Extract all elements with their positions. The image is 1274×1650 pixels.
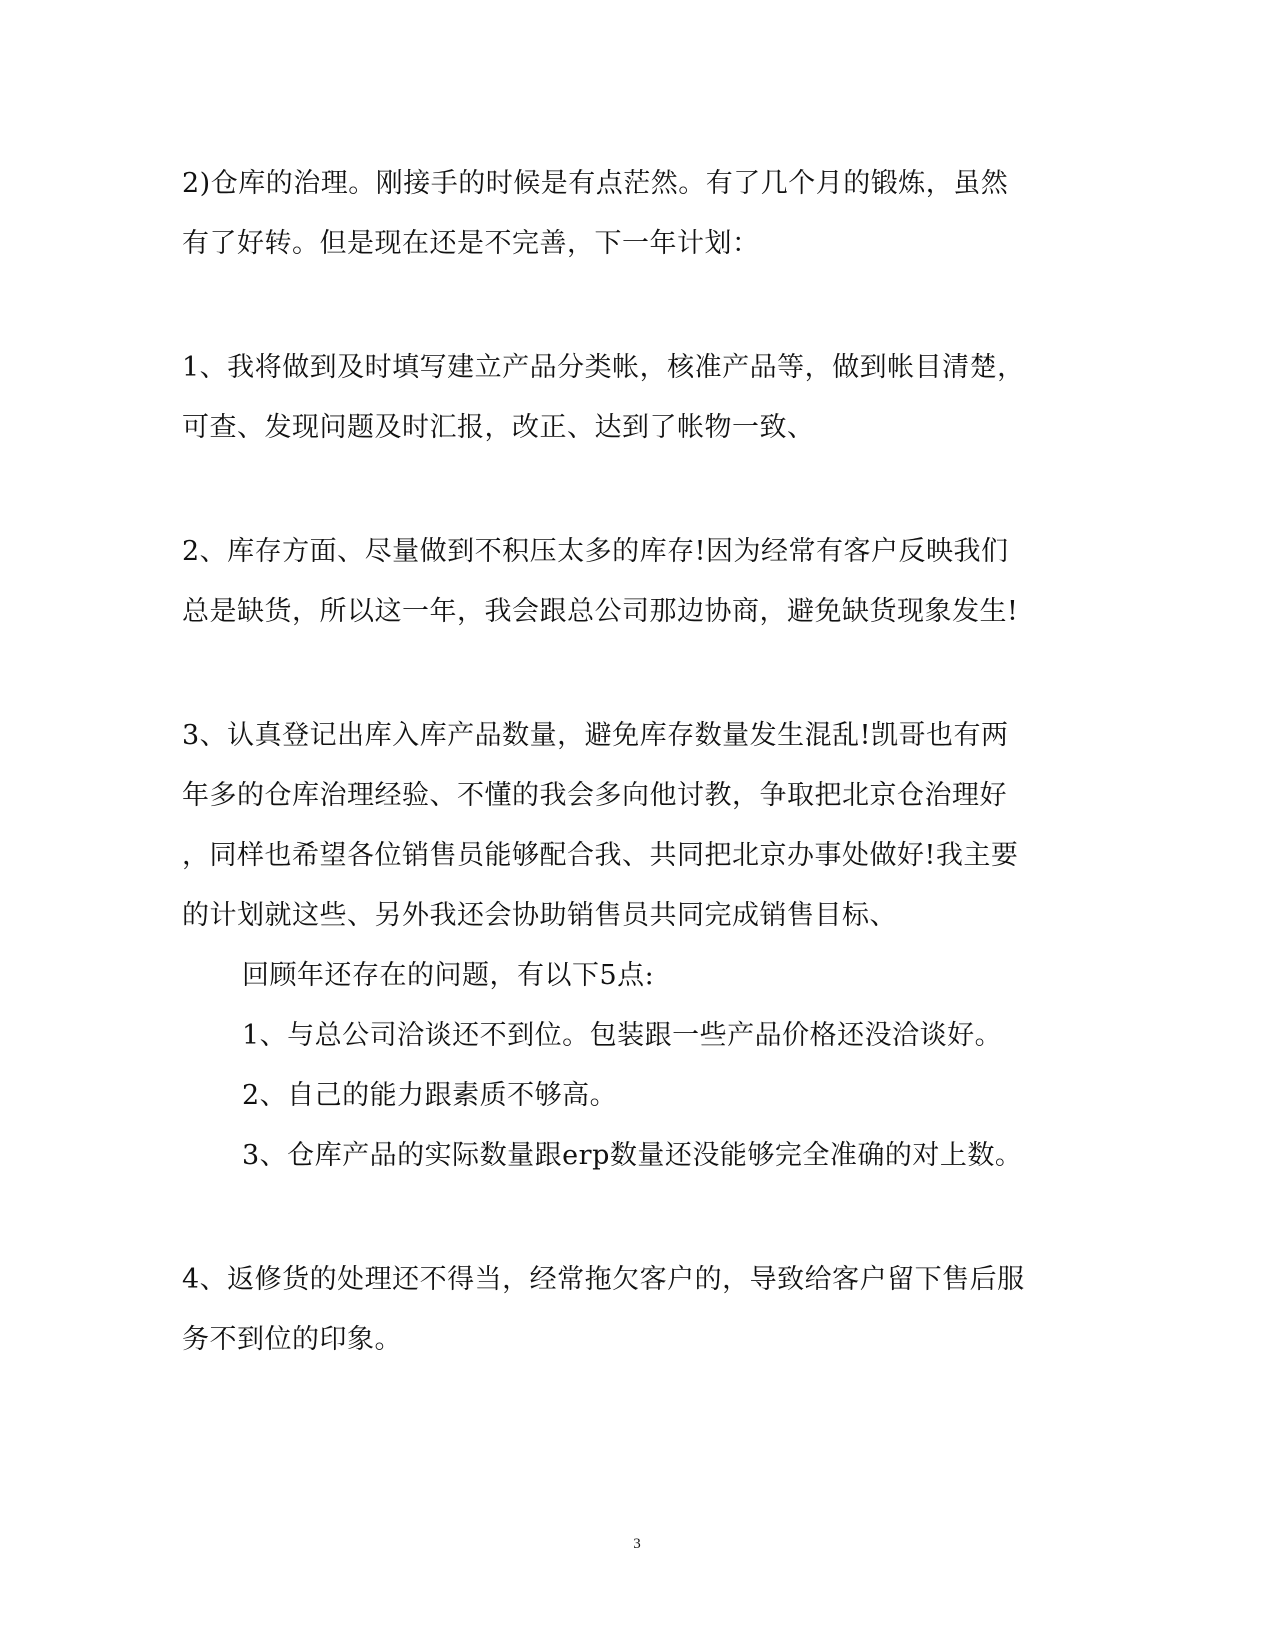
paragraph-4-line-4: 的计划就这些、另外我还会协助销售员共同完成销售目标、 (182, 900, 897, 931)
paragraph-3-line-2: 总是缺货，所以这一年，我会跟总公司那边协商，避免缺货现象发生! (182, 596, 1019, 627)
issue-item-1: 1、与总公司洽谈还不到位。包装跟一些产品价格还没洽谈好。 (242, 1020, 1003, 1051)
paragraph-4-line-1: 3、认真登记出库入库产品数量，避免库存数量发生混乱!凯哥也有两 (182, 720, 1009, 751)
paragraph-2-line-2: 可查、发现问题及时汇报，改正、达到了帐物一致、 (182, 412, 815, 443)
page-number: 3 (633, 1536, 641, 1552)
paragraph-4-line-2: 年多的仓库治理经验、不懂的我会多向他讨教，争取把北京仓治理好 (182, 780, 1007, 811)
paragraph-3-line-1: 2、库存方面、尽量做到不积压太多的库存!因为经常有客户反映我们 (182, 536, 1009, 567)
issue-item-2: 2、自己的能力跟素质不够高。 (242, 1080, 618, 1111)
paragraph-2-line-1: 1、我将做到及时填写建立产品分类帐，核准产品等，做到帐目清楚， (182, 352, 1025, 383)
paragraph-1-line-1: 2)仓库的治理。刚接手的时候是有点茫然。有了几个月的锻炼，虽然 (182, 168, 1009, 199)
issues-intro: 回顾年还存在的问题，有以下5点: (242, 960, 655, 991)
paragraph-6-line-2: 务不到位的印象。 (182, 1324, 402, 1355)
paragraph-6-line-1: 4、返修货的处理还不得当，经常拖欠客户的，导致给客户留下售后服 (182, 1264, 1025, 1295)
issue-item-3: 3、仓库产品的实际数量跟erp数量还没能够完全准确的对上数。 (242, 1140, 1023, 1171)
paragraph-4-line-3: ，同样也希望各位销售员能够配合我、共同把北京办事处做好!我主要 (182, 840, 1019, 871)
paragraph-1-line-2: 有了好转。但是现在还是不完善，下一年计划： (182, 228, 760, 259)
